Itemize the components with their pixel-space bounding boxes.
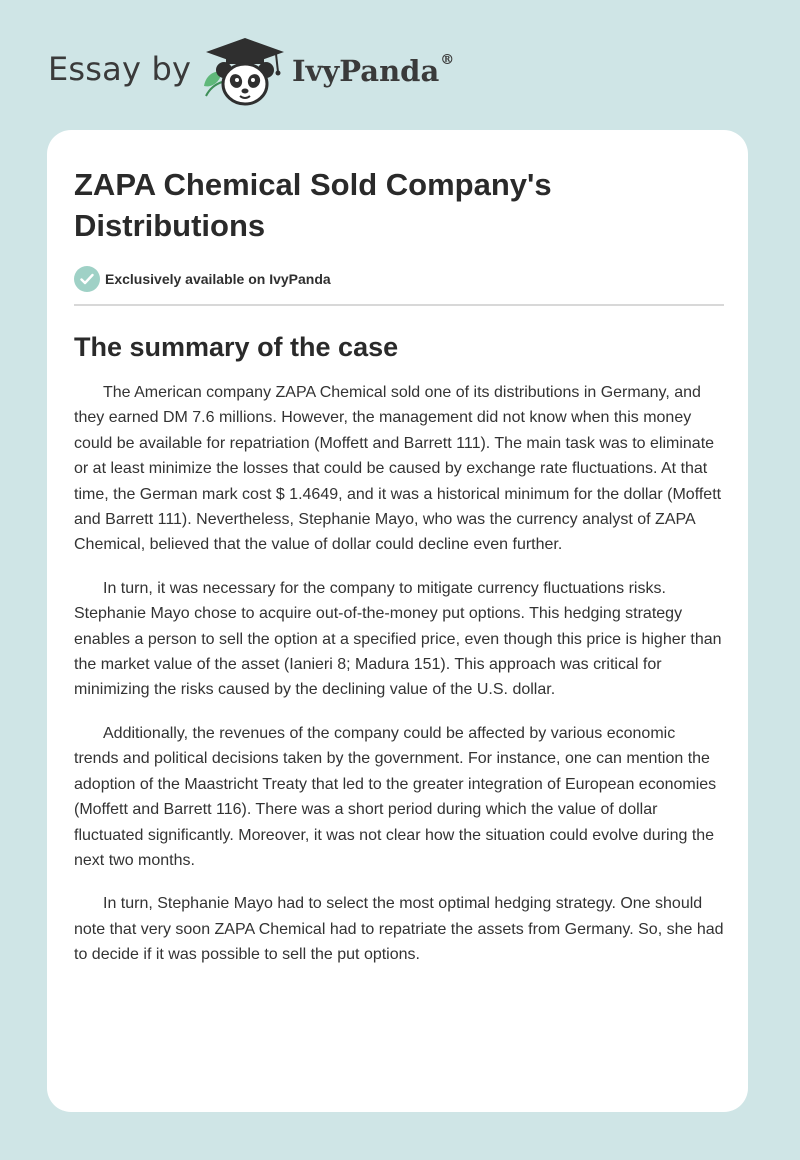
paragraph: In turn, Stephanie Mayo had to select the most optimal hedging strategy. One should note that very soon ZAPA Chemical had to repatriate the assets from Germany. So, she had to decide if it was possible to sell the put options. [74,895,724,964]
paragraph: The American company ZAPA Chemical sold one of its distributions in Germany, and they earned DM 7.6 millions. However, the management did not know when this money could be available for repatriation (Moffett and Barrett 111). The main task was to eliminate or at least minimize the losses that could be caused by exchange rate fluctuations. At that time, the German mark cost $ 1.4649, and it was a historical minimum for the dollar (Moffett and Barrett 111). Nevertheless, Stephanie Mayo, who was the currency analyst of ZAPA Chemical, believed that the value of dollar could decline even further. [74,384,722,554]
exclusive-badge-label: Exclusively available on IvyPanda [105,271,331,287]
divider [74,304,724,306]
essay-content [74,164,724,968]
site-header [48,36,488,108]
paragraph: Additionally, the revenues of the company could be affected by various economic trends and political decisions taken by the government. For instance, one can mention the adoption of the Maastricht Treaty that led to the greater integration of European economies (Moffett and Barrett 116). There was a short period during which the value of dollar fluctuated significantly. Moreover, it was not clear how the situation could evolve during the next two months. [74,724,717,869]
essay-by-label: Essay by [48,50,192,88]
paragraph: In turn, it was necessary for the company to mitigate currency fluctuations risks. Stephanie Mayo chose to acquire out-of-the-money put options. This hedging strategy enables a person to sell the option at a specified price, even though this price is higher than the market value of the asset (Ianieri 8; Madura 151). This approach was critical for minimizing the risks caused by the declining value of the U.S. dollar. [74,579,722,699]
check-icon [74,266,100,292]
essay-title: ZAPA Chemical Sold Company's Distributions [74,167,552,243]
section-heading: The summary of the case [74,332,399,362]
exclusive-badge [74,266,724,292]
essay-card [47,130,748,1112]
registered-mark: ® [440,52,455,68]
brand-name[interactable]: IvyPanda® [292,52,455,88]
panda-graduate-icon[interactable] [202,36,288,108]
